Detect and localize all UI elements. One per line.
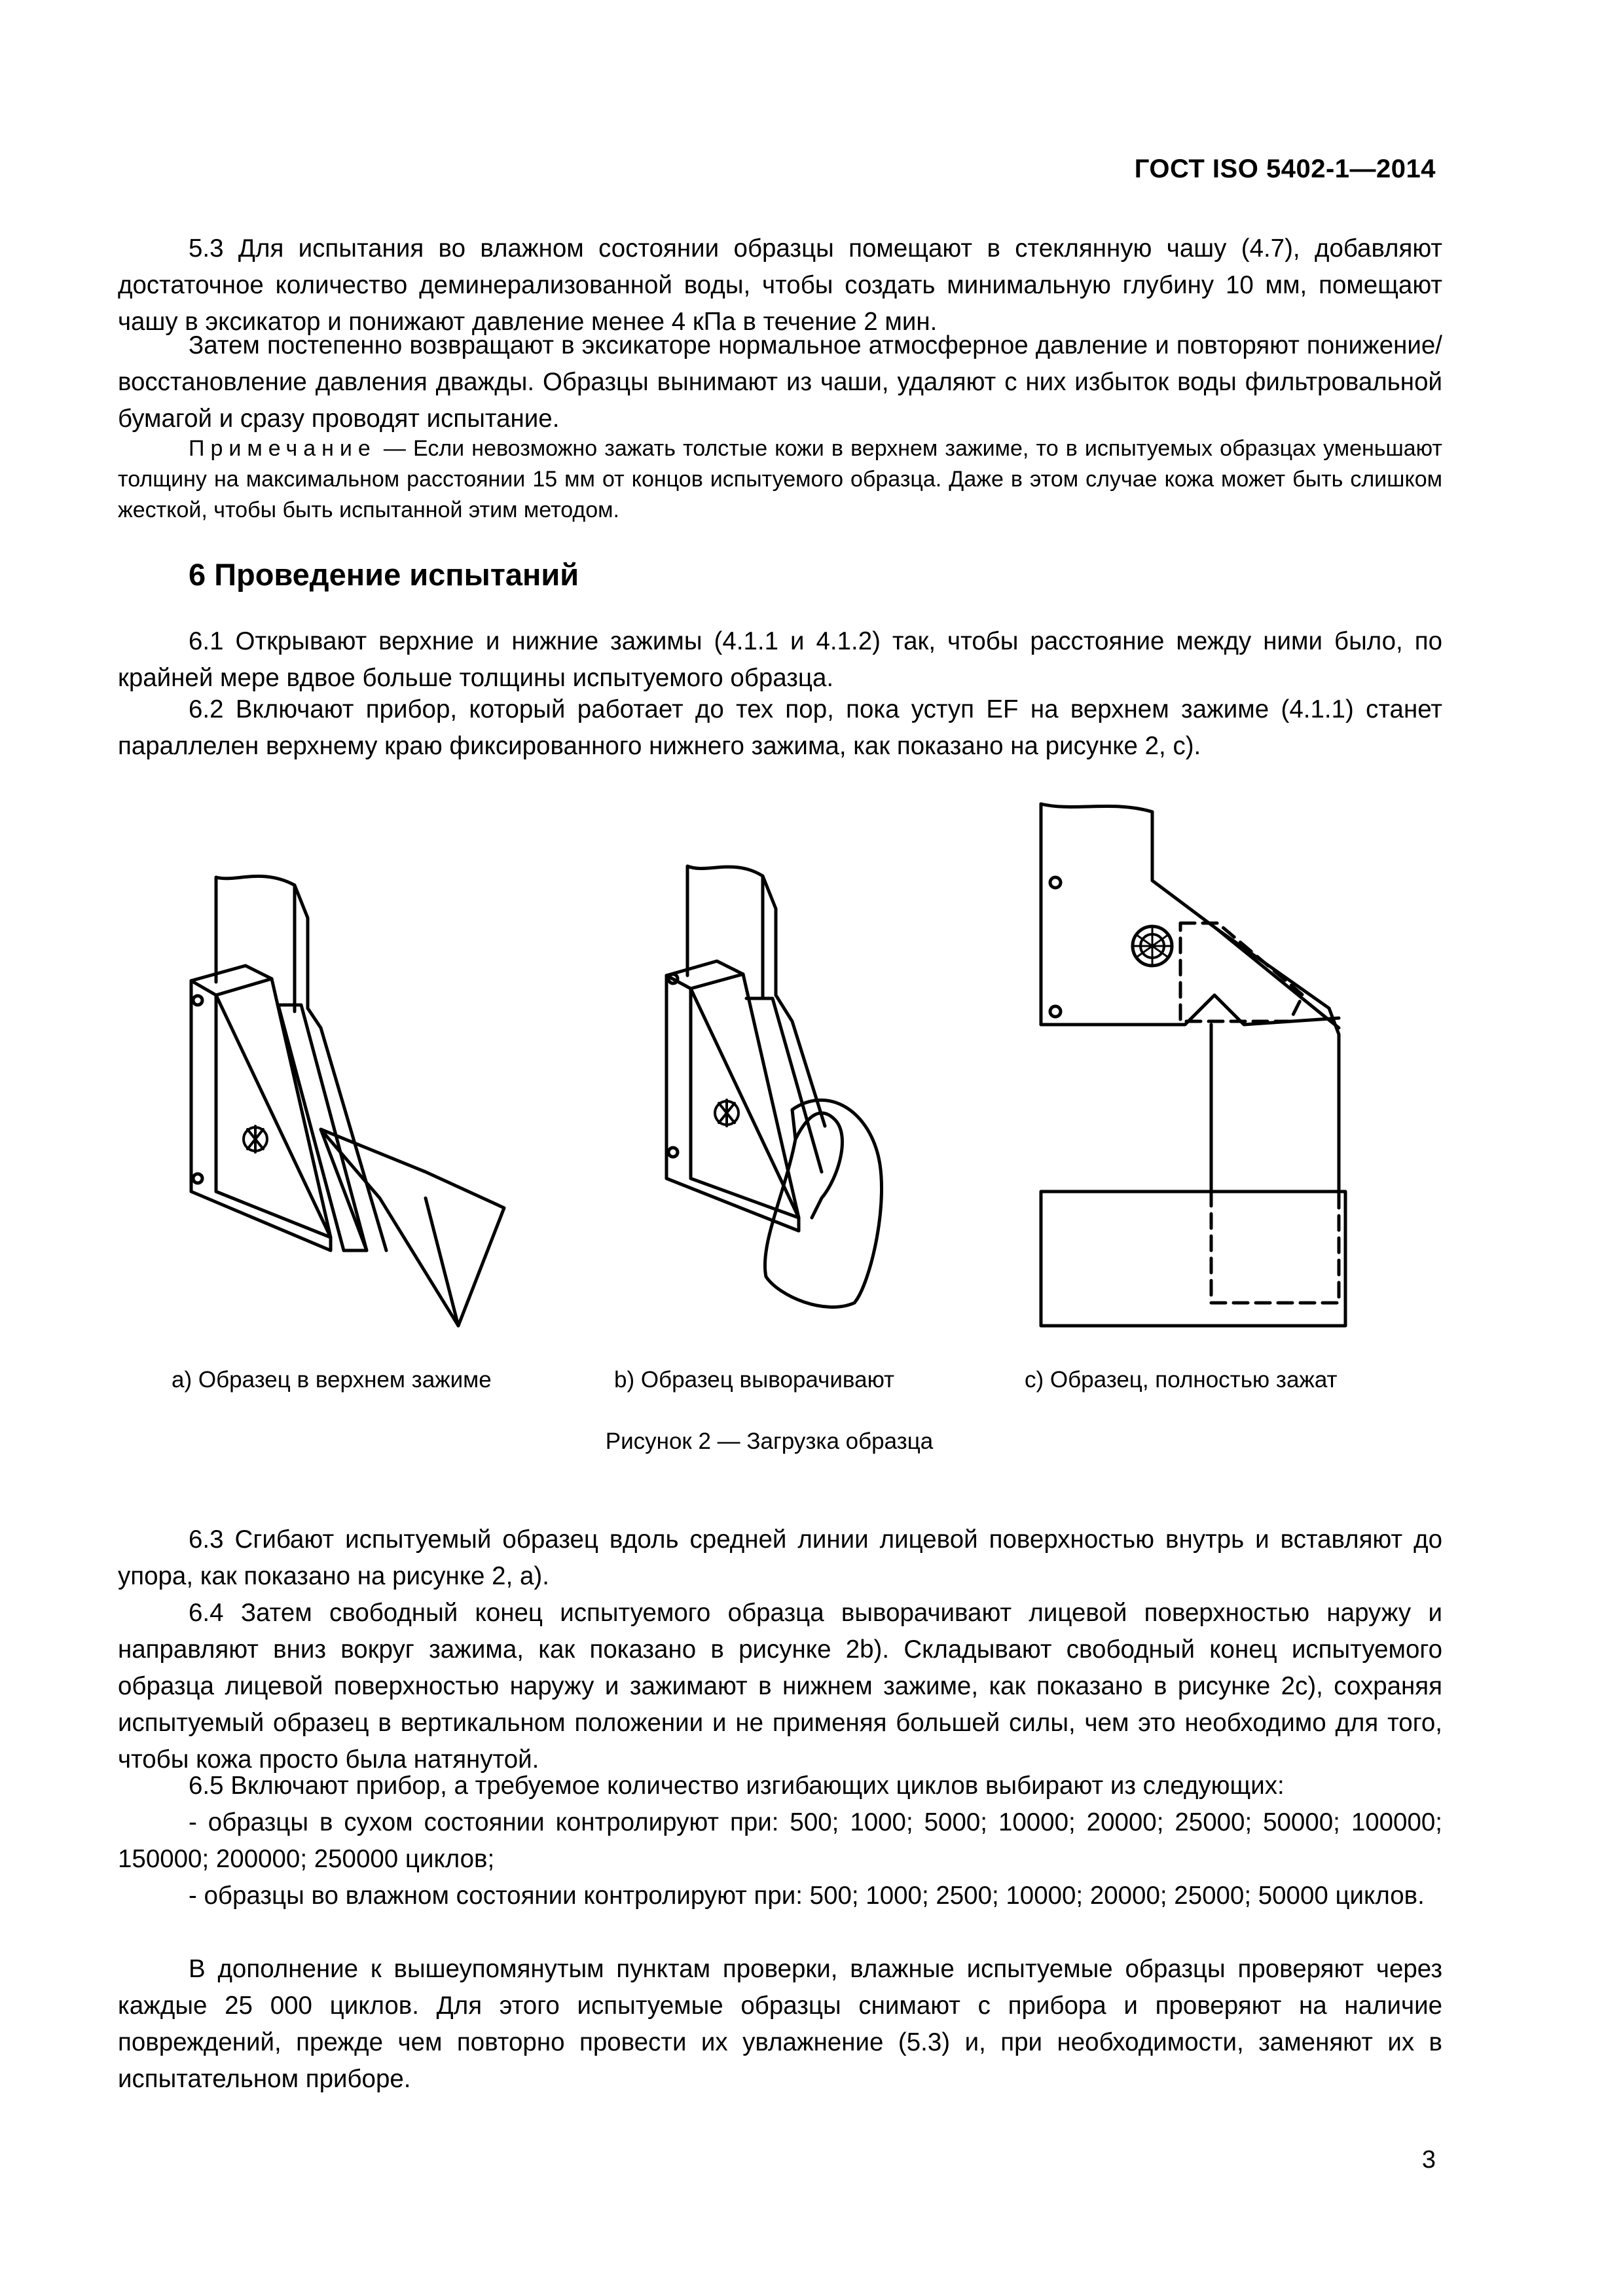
section-heading: 6 Проведение испытаний xyxy=(189,557,579,592)
note-label: Примечание xyxy=(189,436,376,461)
document-header: ГОСТ ISO 5402-1—2014 xyxy=(1134,155,1436,183)
page-number: 3 xyxy=(1421,2146,1436,2174)
paragraph-6-4: 6.4 Затем свободный конец испытуемого образца выворачивают лицевой поверхностью наружу и направляют вниз вокруг зажима, как показано в рисунке 2b). Складывают свободный конец испытуемого образца лицевой поверхностью наружу и зажимают в нижнем зажиме, как показано в рисунке 2c), сохраняя испытуемый образец в вертикальном положении и не применяя большей силы, чем это необходимо для того, чтобы кожа просто была натянутой. xyxy=(118,1599,1442,1774)
drawing-c-specimen-fully-clamped xyxy=(1041,804,1345,1326)
paragraph-6-5-extra: В дополнение к вышеупомянутым пунктам проверки, влажные испытуемые образцы проверяют через каждые 25 000 циклов. Для этого испытуемые образцы снимают с прибора и проверяют на наличие повреждений, прежде чем повторно провести их увлажнение (5.3) и, при необходимости, заменяют их в испытательном приборе. xyxy=(118,1955,1442,2093)
paragraph-6-3: 6.3 Сгибают испытуемый образец вдоль средней линии лицевой поверхностью внутрь и вставляют до упора, как показано на рисунке 2, а). xyxy=(118,1525,1442,1590)
drawing-a-specimen-in-upper-clamp xyxy=(191,876,504,1326)
drawing-b-specimen-turned xyxy=(666,866,882,1307)
caption-a: а) Образец в верхнем зажиме xyxy=(172,1367,492,1393)
paragraph-5-3-b: Затем постепенно возвращают в эксикаторе нормальное атмосферное давление и повторяют понижение/восстановление давления дважды. Образцы вынимают из чаши, удаляют с них избыток воды фильтровальной бумагой и сразу проводят испытание. xyxy=(118,331,1442,433)
paragraph-6-1: 6.1 Открывают верхние и нижние зажимы (4.1.1 и 4.1.2) так, чтобы расстояние между ними было, по крайней мере вдвое больше толщины испытуемого образца. xyxy=(118,627,1442,692)
figure-title: Рисунок 2 — Загрузка образца xyxy=(605,1429,934,1454)
caption-b: b) Образец выворачивают xyxy=(614,1367,895,1393)
paragraph-6-2: 6.2 Включают прибор, который работает до тех пор, пока уступ EF на верхнем зажиме (4.1.1) станет параллелен верхнему краю фиксированного нижнего зажима, как показано на рисунке 2, с). xyxy=(118,695,1442,760)
paragraph-6-5-wet: - образцы во влажном состоянии контролируют при: 500; 1000; 2500; 10000; 20000; 25000; 50000 циклов. xyxy=(189,1882,1425,1910)
caption-c: с) Образец, полностью зажат xyxy=(1025,1367,1338,1393)
note-text: — Если невозможно зажать толстые кожи в верхнем зажиме, то в испытуемых образцах уменьшают толщину на максимальном расстоянии 15 мм от концов испытуемого образца. Даже в этом случае кожа может быть слишком жесткой, чтобы быть испытанной этим методом. xyxy=(118,436,1442,522)
paragraph-6-5: 6.5 Включают прибор, а требуемое количество изгибающих циклов выбирают из следующих: xyxy=(189,1772,1285,1800)
paragraph-6-5-dry: - образцы в сухом состоянии контролируют при: 500; 1000; 5000; 10000; 20000; 25000; 50000; 100000; 150000; 200000; 250000 циклов; xyxy=(118,1808,1442,1873)
paragraph-5-3-a: 5.3 Для испытания во влажном состоянии образцы помещают в стеклянную чашу (4.7), добавляют достаточное количество деминерализованной воды, чтобы создать минимальную глубину 10 мм, помещают чашу в эксикатор и понижают давление менее 4 кПа в течение 2 мин. xyxy=(118,234,1442,336)
